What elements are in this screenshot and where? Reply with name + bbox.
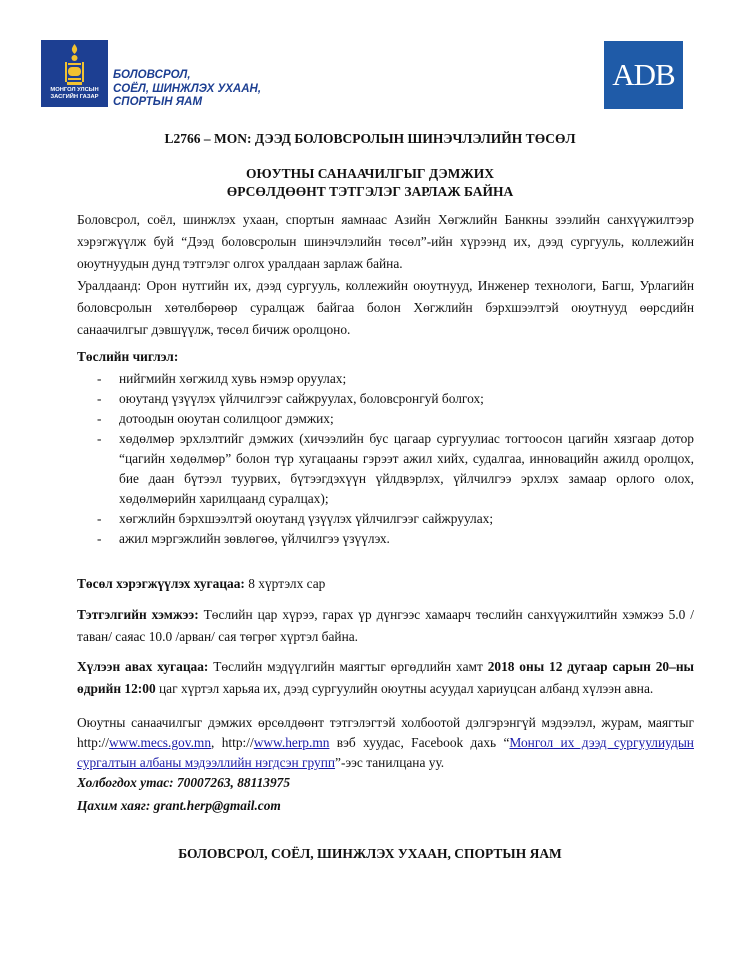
- list-item: - оюутанд үзүүлэх үйлчилгээг сайжруулах, боловсронгуй болгох;: [97, 389, 694, 409]
- list-item: - нийгмийн хөгжилд хувь нэмэр оруулах;: [97, 369, 694, 389]
- directions-heading: [77, 346, 694, 368]
- deadline-paragraph: [77, 656, 694, 700]
- ministry-title-line3: СПОРТЫН ЯАМ: [113, 96, 203, 108]
- project-line: L2766 – MON: ДЭЭД БОЛОВСРОЛЫН ШИНЭЧЛЭЛИЙН ТӨСӨЛ: [164, 131, 576, 146]
- email-text: Цахим хаяг: grant.herp@gmail.com: [77, 798, 281, 813]
- title-line1: ОЮУТНЫ САНААЧИЛГЫГ ДЭМЖИХ: [246, 166, 494, 181]
- ministry-title: [113, 69, 261, 110]
- list-item: - дотоодын оюутан солилцоог дэмжих;: [97, 409, 694, 429]
- directions-heading-text: Төслийн чиглэл:: [77, 349, 179, 364]
- deadline-text-part1: Төслийн мэдүүлгийн маягтыг өргөдлийн хамт: [208, 659, 488, 674]
- info-text-part1: Оюутны санаачилгыг дэмжих өрсөлдөөнт тэтгэлэгтэй холбоотой дэлгэрэнгүй мэдээлэл, журам, маягтыг http://: [77, 715, 694, 750]
- emblem-caption-line1: МОНГОЛ УЛСЫН: [50, 87, 99, 93]
- deadline-label: Хүлээн авах хугацаа:: [77, 659, 209, 674]
- mecs-link[interactable]: www.mecs.gov.mn: [109, 735, 212, 750]
- facebook-group-link[interactable]: Монгол их дээд сургуулиудын сургалтын албаны мэдээллийн нэгдсэн групп: [77, 735, 694, 770]
- soyombo-icon: [41, 40, 108, 90]
- duration-line: [77, 573, 694, 595]
- eligibility-paragraph: Уралдаанд: Орон нутгийн их, дээд сургууль, коллежийн оюутнууд, Инженер технологи, Багш, Урлагийн боловсролын хөтөлбөрөөр суралцаж байгаа болон Хөгжлийн бэрхшээлтэй оюутнууд өөрсдийн санаачилгыг дэвшүүлж, төсөл бичиж оролцоно.: [77, 278, 694, 337]
- email-line: [77, 795, 694, 817]
- amount-paragraph: [77, 604, 694, 648]
- emblem-caption-line2: ЗАСГИЙН ГАЗАР: [50, 94, 99, 100]
- list-item: - хөгжлийн бэрхшээлтэй оюутанд үзүүлэх үйлчилгээг сайжруулах;: [97, 509, 694, 529]
- amount-label: Тэтгэлгийн хэмжээ:: [77, 607, 199, 622]
- info-paragraph: [77, 713, 694, 773]
- duration-value: 8 хүртэлх сар: [244, 576, 326, 591]
- deadline-text-part2: цаг хүртэл харьяа их, дээд сургуулийн оюутны асуудал хариуцсан албанд хүлээн авна.: [155, 681, 654, 696]
- list-item: - хөдөлмөр эрхлэлтийг дэмжих (хичээлийн бус цагаар сургуулиас тогтоосон цагийн хязгаар дотор “цагийн хөдөлмөр” болон түр хугацааны гэрээт ажил хийх, судалгаа, инновацийн ажилд оролцох, бие даан бүтээл туурвих, бүтээгдэхүүн үйлдвэрлэх, үйлчилгээ эрхлэх замаар орлого олох, хөдөлмөрийн харилцаанд суралцах);: [97, 429, 694, 509]
- deadline-date: 2018 оны 12 дугаар сарын 20–ны өдрийн 12:00: [77, 659, 694, 696]
- duration-label: Төсөл хэрэгжүүлэх хугацаа:: [77, 576, 245, 591]
- amount-value: Төслийн цар хүрээ, гарах үр дүнгээс хамаарч төслийн санхүүжилтийн хэмжээ 5.0 /таван/ саяас 10.0 /арван/ сая төгрөг хүртэл байна.: [77, 607, 694, 644]
- herp-link[interactable]: www.herp.mn: [253, 735, 330, 750]
- announcement-title: [60, 165, 680, 201]
- phone-line: [77, 772, 694, 794]
- info-text-part4: ”-ээс танилцана уу.: [335, 755, 445, 770]
- title-line2: ӨРСӨЛДӨӨНТ ТЭТГЭЛЭГ ЗАРЛАЖ БАЙНА: [226, 184, 514, 199]
- info-text-part3: вэб хуудас, Facebook дахь “: [329, 735, 510, 750]
- adb-logo: ADB: [604, 41, 683, 109]
- intro-paragraph: Боловсрол, соёл, шинжлэх ухаан, спортын яамнаас Азийн Хөгжлийн Банкны зээлийн санхүүжилтээр хэрэгжүүлж буй “Дээд боловсролын шинэчлэлийн төсөл”-ийн хүрээнд их, дээд сургууль, коллежийн оюутнуудын дунд тэтгэлэг олгох уралдаан зарлаж байна.: [77, 212, 694, 271]
- footer-ministry: БОЛОВСРОЛ, СОЁЛ, ШИНЖЛЭХ УХААН, СПОРТЫН ЯАМ: [178, 846, 562, 861]
- list-item: - ажил мэргэжлийн зөвлөгөө, үйлчилгээ үзүүлэх.: [97, 529, 694, 549]
- phone-text: Холбогдох утас: 70007263, 88113975: [77, 775, 291, 790]
- ministry-title-line2: СОЁЛ, ШИНЖЛЭХ УХААН,: [113, 82, 262, 95]
- mongolia-government-emblem: [41, 40, 108, 107]
- ministry-title-line1: БОЛОВСРОЛ,: [113, 69, 191, 81]
- info-text-part2: , http://: [211, 735, 254, 750]
- directions-list: [97, 369, 694, 549]
